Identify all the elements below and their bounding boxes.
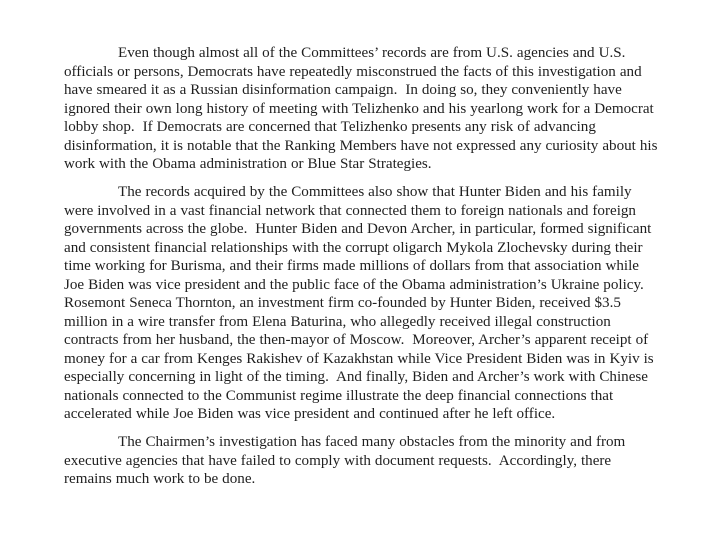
paragraph-investigation-obstacles: The Chairmen’s investigation has faced many obstacles from the minority and from executive agencies that have failed to comply with document requests. Accordingly, there remains much work to be done. xyxy=(64,434,630,487)
paragraph-committees-records: Even though almost all of the Committees’ records are from U.S. agencies and U.S. officials or persons, Democrats have repeatedly misconstrued the facts of this investigation and have smeared it as a Russian disinformation campaign. In doing so, they conveniently have ignored their own long history of meeting with Telizhenko and his yearlong work for a Democrat lobby shop. If Democrats are concerned that Telizhenko presents any risk of advancing disinformation, it is notable that the Ranking Members have not expressed any curiosity about his work with the Obama administration or Blue Star Strategies. xyxy=(64,45,662,172)
paragraph-financial-network: The records acquired by the Committees also show that Hunter Biden and his family were involved in a vast financial network that connected them to foreign nationals and foreign governments across the globe. Hunter Biden and Devon Archer, in particular, formed significant and consistent financial relationships with the corrupt oligarch Mykola Zlochevsky during their time working for Burisma, and their firms made millions of dollars from that association while Joe Biden was vice president and the public face of the Obama administration’s Ukraine policy. Rosemont Seneca Thornton, an investment firm co-founded by Hunter Biden, received $3.5 million in a wire transfer from Elena Baturina, who allegedly received illegal construction contracts from her husband, the then-mayor of Moscow. Moreover, Archer’s apparent receipt of money for a car from Kenges Rakishev of Kazakhstan while Vice President Biden was in Kyiv is especially concerning in light of the timing. And finally, Biden and Archer’s work with Chinese nationals connected to the Communist regime illustrate the deep financial connections that accelerated while Joe Biden was vice president and continued after he left office. xyxy=(64,184,658,422)
